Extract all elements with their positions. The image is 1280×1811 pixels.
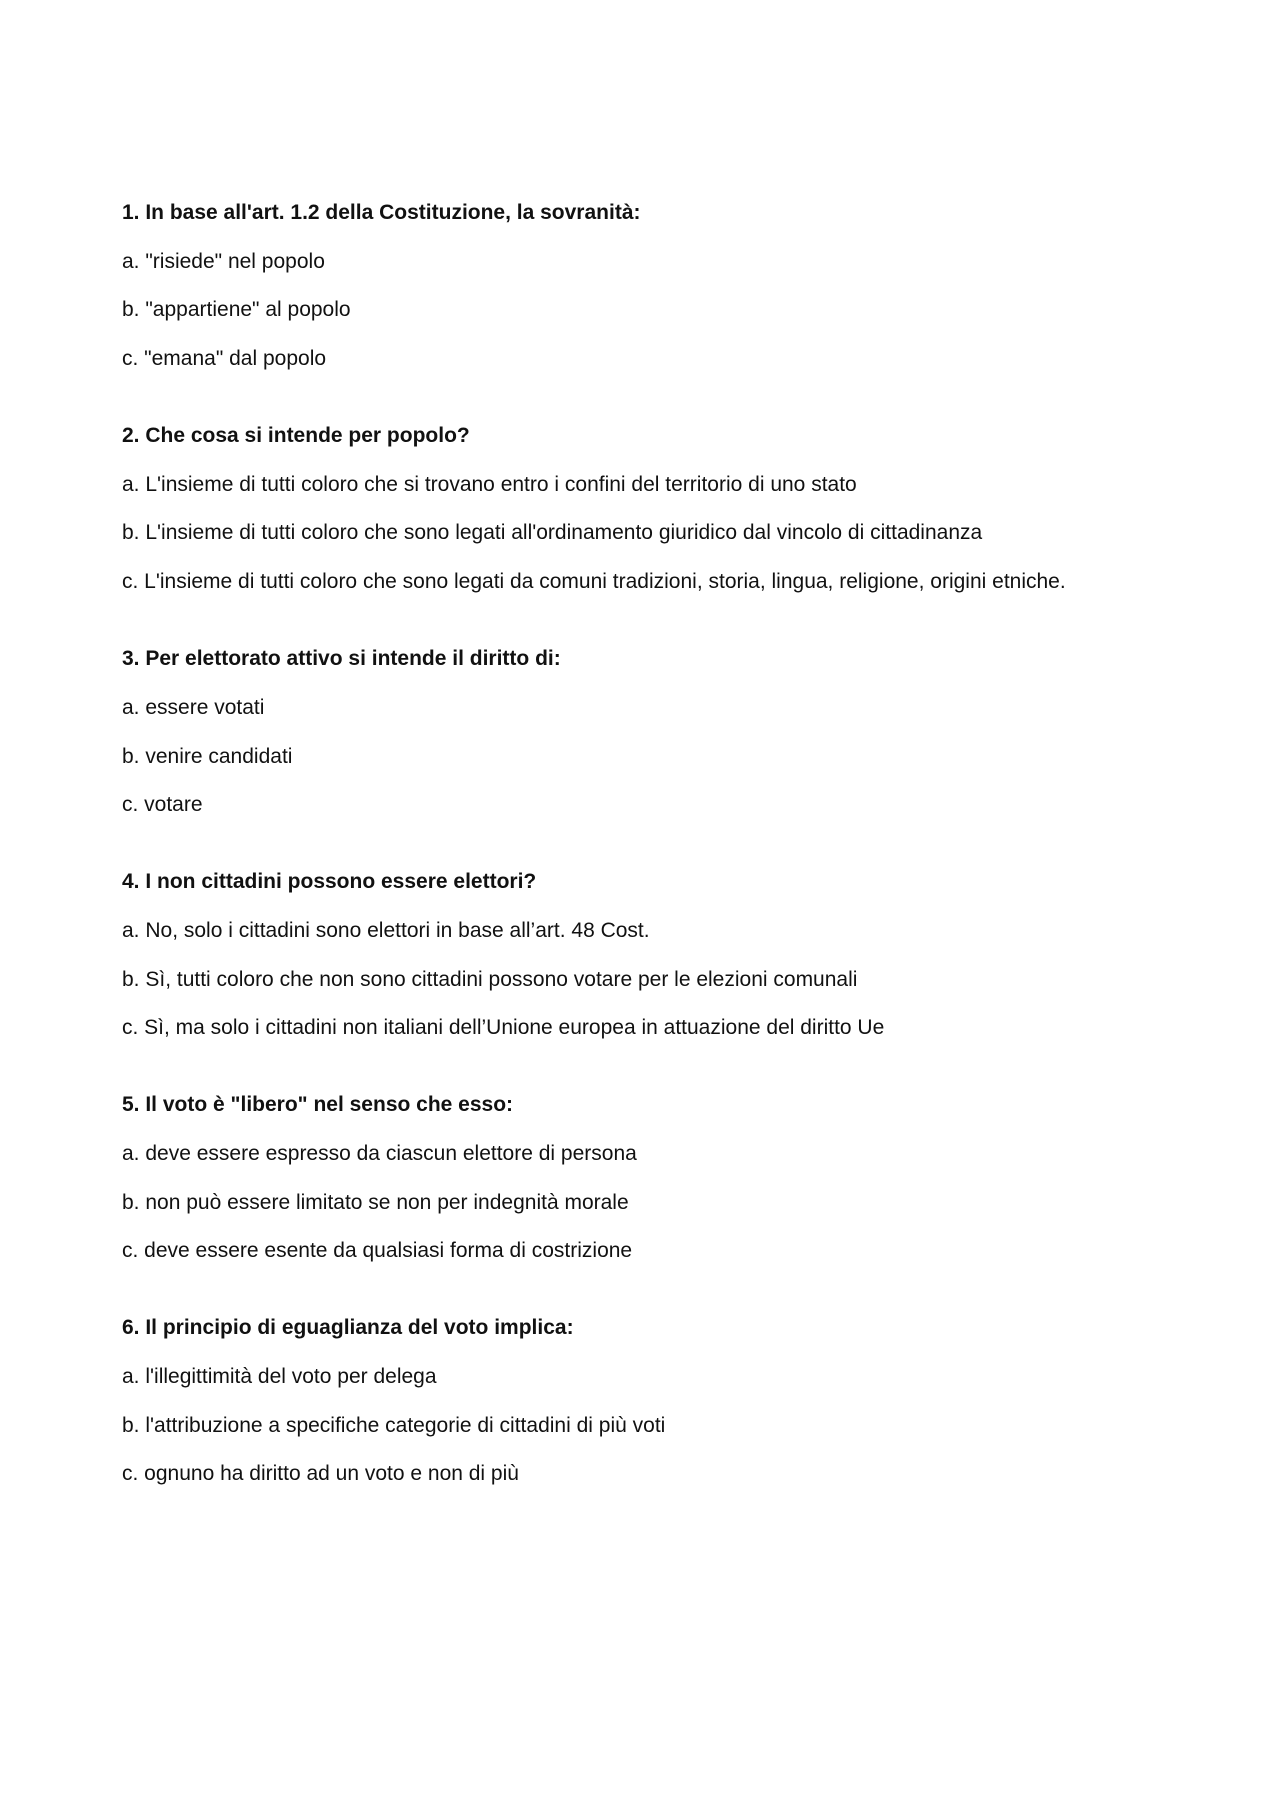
question-3-answer-b: b. venire candidati: [122, 744, 293, 768]
question-4-answer-c: c. Sì, ma solo i cittadini non italiani dell’Unione europea in attuazione del diritto Ue: [122, 1016, 885, 1040]
question-2-answer-c: c. L'insieme di tutti coloro che sono legati da comuni tradizioni, storia, lingua, religione, origini etniche.: [122, 570, 1066, 594]
question-3-text: 3. Per elettorato attivo si intende il diritto di:: [122, 647, 561, 671]
question-block-6: [122, 1314, 1162, 1487]
question-2-answer-b: b. L'insieme di tutti coloro che sono legati all'ordinamento giuridico dal vincolo di cittadinanza: [122, 521, 983, 545]
question-block-5: [122, 1091, 1162, 1264]
question-4-text: 4. I non cittadini possono essere elettori?: [122, 870, 537, 894]
question-5-text: 5. Il voto è "libero" nel senso che esso:: [122, 1093, 514, 1117]
question-1-answer-b: b. "appartiene" al popolo: [122, 298, 351, 322]
question-6-text: 6. Il principio di eguaglianza del voto implica:: [122, 1316, 574, 1340]
question-4-answer-a: a. No, solo i cittadini sono elettori in base all’art. 48 Cost.: [122, 918, 650, 942]
question-2-text: 2. Che cosa si intende per popolo?: [122, 424, 470, 448]
question-block-3: [122, 645, 1162, 818]
question-2-answer-a: a. L'insieme di tutti coloro che si trovano entro i confini del territorio di uno stato: [122, 472, 857, 496]
question-3-answer-c: c. votare: [122, 793, 203, 817]
quiz-list: [122, 199, 1162, 1537]
question-1-answer-a: a. "risiede" nel popolo: [122, 249, 325, 273]
question-1-answer-c: c. "emana" dal popolo: [122, 347, 327, 371]
question-1-text: 1. In base all'art. 1.2 della Costituzione, la sovranità:: [122, 201, 641, 224]
question-block-4: [122, 868, 1162, 1041]
question-5-answer-a: a. deve essere espresso da ciascun elettore di persona: [122, 1141, 637, 1165]
question-6-answer-b: b. l'attribuzione a specifiche categorie di cittadini di più voti: [122, 1413, 666, 1437]
question-6-answer-c: c. ognuno ha diritto ad un voto e non di più: [122, 1462, 519, 1486]
question-5-answer-c: c. deve essere esente da qualsiasi forma di costrizione: [122, 1239, 633, 1263]
question-block-2: [122, 422, 1162, 595]
question-6-answer-a: a. l'illegittimità del voto per delega: [122, 1365, 437, 1388]
question-3-answer-a: a. essere votati: [122, 695, 265, 719]
question-block-1: [122, 199, 1162, 372]
question-4-answer-b: b. Sì, tutti coloro che non sono cittadini possono votare per le elezioni comunali: [122, 967, 858, 991]
question-5-answer-b: b. non può essere limitato se non per indegnità morale: [122, 1190, 629, 1214]
